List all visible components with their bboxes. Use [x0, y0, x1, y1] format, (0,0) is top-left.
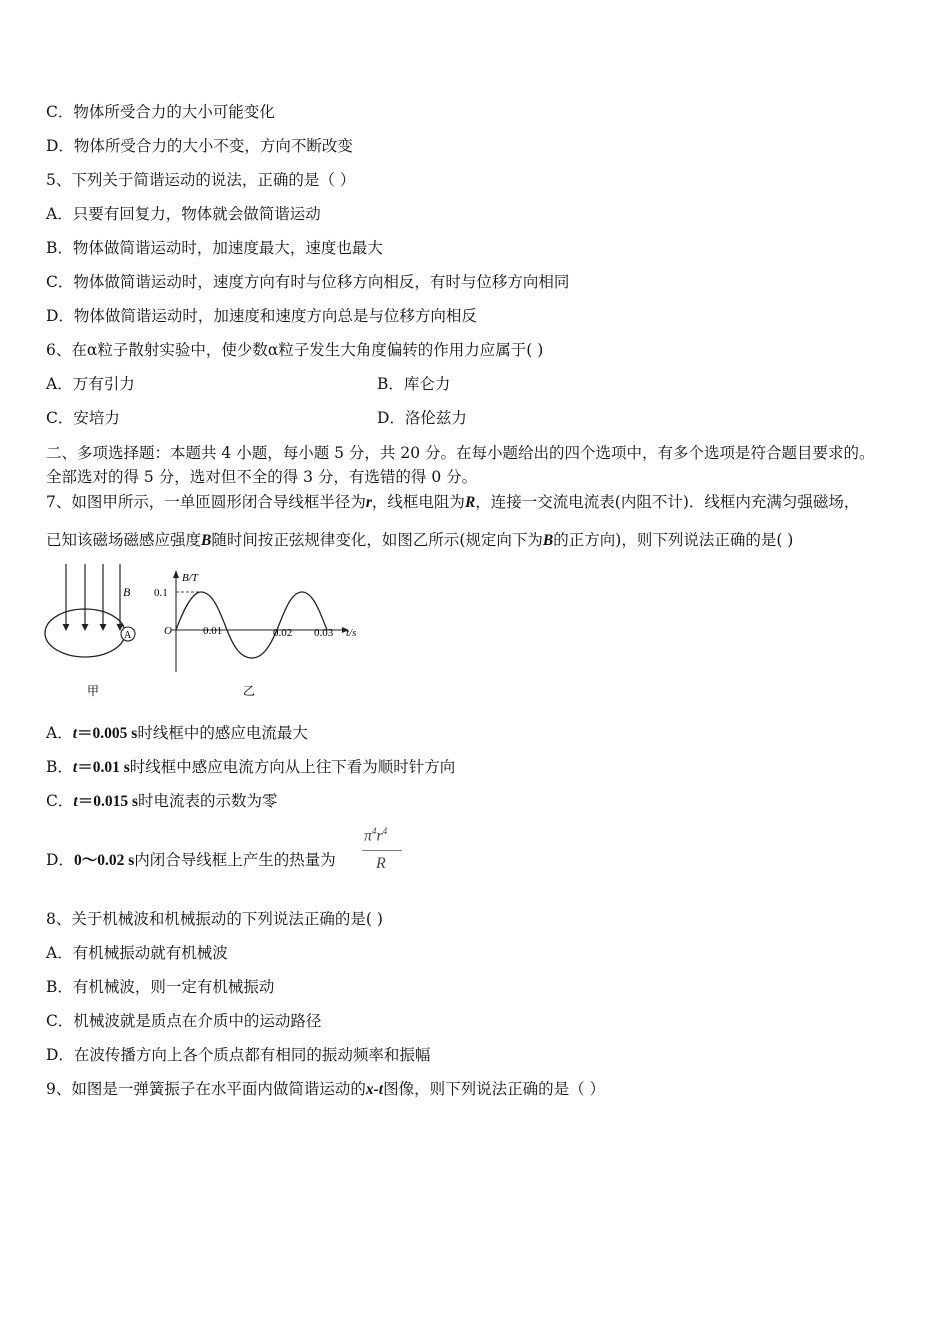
q7-stem2-b: 随时间按正弦规律变化，如图乙所示(规定向下为	[211, 531, 543, 549]
origin-label: O	[164, 625, 172, 637]
sine-curve	[176, 592, 327, 658]
fraction-numerator	[364, 826, 387, 845]
x-tick-label: 0.03	[314, 627, 334, 639]
q6-option-d: D．洛伦兹力	[377, 409, 467, 427]
q9-stem-a: 9、如图是一弹簧振子在水平面内做简谐运动的	[46, 1080, 366, 1098]
q7-a-text: 时线框中的感应电流最大	[137, 724, 308, 742]
q5-stem: 5、下列关于简谐运动的说法，正确的是（ ）	[46, 171, 356, 189]
q5-option-c: C．物体做简谐运动时，速度方向有时与位移方向相反，有时与位移方向相同	[46, 273, 570, 291]
q7-var-B: B	[201, 532, 212, 549]
q8-option-b: B．有机械波，则一定有机械振动	[46, 978, 275, 996]
fraction-bar	[362, 850, 402, 851]
pi-symbol: π	[364, 827, 373, 845]
q7-stem1-a: 7、如图甲所示，一单匝圆形闭合导线框半径为	[46, 493, 366, 511]
q7-a-prefix: A．	[46, 724, 73, 742]
q7-b-val: ＝0.01 s	[77, 759, 130, 776]
exponent: 4	[382, 826, 388, 836]
q5-option-d: D．物体做简谐运动时，加速度和速度方向总是与位移方向相反	[46, 307, 477, 325]
y-tick-label: 0.1	[154, 587, 168, 599]
q7-var-r: r	[365, 494, 372, 511]
x-tick-label: 0.02	[273, 627, 293, 639]
q5-option-b: B．物体做简谐运动时，加速度最大，速度也最大	[46, 239, 383, 257]
q7-d-val: 0～0.02 s	[73, 852, 135, 869]
field-lines	[63, 564, 124, 631]
heat-fraction	[362, 826, 404, 878]
q7-c-prefix: C．	[46, 792, 74, 810]
q7-option-a	[46, 723, 308, 744]
q8-option-c: C．机械波就是质点在介质中的运动路径	[46, 1012, 322, 1030]
q7-c-t: t	[73, 793, 78, 810]
y-axis-label: B/T	[182, 572, 198, 584]
q6-option-c: C．安培力	[46, 409, 120, 427]
q7-d-prefix: D．	[46, 851, 74, 869]
q6-stem: 6、在α粒子散射实验中，使少数α粒子发生大角度偏转的作用力应属于( )	[46, 341, 544, 359]
ammeter-label: A	[124, 630, 132, 641]
figure-jia-coil	[40, 556, 150, 701]
section2-instructions-line1: 二、多项选择题：本题共 4 小题，每小题 5 分，共 20 分。在每小题给出的四个选项中，有多个选项是符合题目要求的。	[46, 444, 875, 462]
fraction-denominator: R	[376, 855, 386, 872]
figure-yi-graph	[150, 562, 375, 702]
caption-yi: 乙	[243, 684, 256, 698]
q7-stem-line2	[46, 530, 793, 551]
q7-d-text: 内闭合导线框上产生的热量为	[134, 851, 336, 869]
q7-option-c	[46, 791, 278, 812]
q7-c-text: 时电流表的示数为零	[137, 792, 278, 810]
q9-stem-b: 图像，则下列说法正确的是（ ）	[383, 1080, 606, 1098]
q7-var-B-2: B	[542, 532, 554, 549]
q7-var-R: R	[464, 494, 476, 511]
q7-option-b	[46, 757, 455, 778]
q7-b-t: t	[72, 759, 78, 776]
q9-stem	[46, 1079, 605, 1100]
q4-option-c: C．物体所受合力的大小可能变化	[46, 103, 275, 121]
q4-option-d: D．物体所受合力的大小不变，方向不断改变	[46, 137, 353, 155]
q7-option-d	[46, 850, 336, 871]
x-axis-label: t/s	[346, 627, 357, 639]
q7-stem-line1	[46, 492, 859, 513]
q7-b-prefix: B．	[46, 758, 73, 776]
section2-instructions-line2: 全部选对的得 5 分，选对但不全的得 3 分，有选错的得 0 分。	[46, 468, 478, 486]
q7-a-t: t	[72, 725, 78, 742]
exponent: 4	[372, 826, 377, 836]
x-tick-label: 0.01	[203, 625, 223, 637]
q5-option-a: A．只要有回复力，物体就会做简谐运动	[46, 205, 321, 223]
q7-c-val: ＝0.015 s	[77, 793, 138, 810]
r-symbol: r	[376, 827, 383, 845]
caption-jia: 甲	[87, 684, 100, 698]
q8-stem: 8、关于机械波和机械振动的下列说法正确的是( )	[46, 910, 383, 928]
field-label-B: B	[123, 585, 131, 599]
q8-option-d: D．在波传播方向上各个质点都有相同的振动频率和振幅	[46, 1046, 431, 1064]
q9-xt: x-t	[365, 1081, 384, 1098]
q7-b-text: 时线框中感应电流方向从上往下看为顺时针方向	[129, 758, 456, 776]
q6-option-a: A．万有引力	[46, 375, 135, 393]
q7-stem2-a: 已知该磁场磁感应强度	[46, 531, 202, 549]
q7-stem1-c: ，连接一交流电流表(内阻不计)．线框内充满匀强磁场，	[475, 493, 860, 511]
q7-stem1-b: ，线框电阻为	[371, 493, 465, 511]
q7-a-val: ＝0.005 s	[77, 725, 138, 742]
q6-option-b: B．库仑力	[377, 375, 451, 393]
q7-stem2-c: 的正方向)，则下列说法正确的是( )	[553, 531, 794, 549]
q8-option-a: A．有机械振动就有机械波	[46, 944, 228, 962]
